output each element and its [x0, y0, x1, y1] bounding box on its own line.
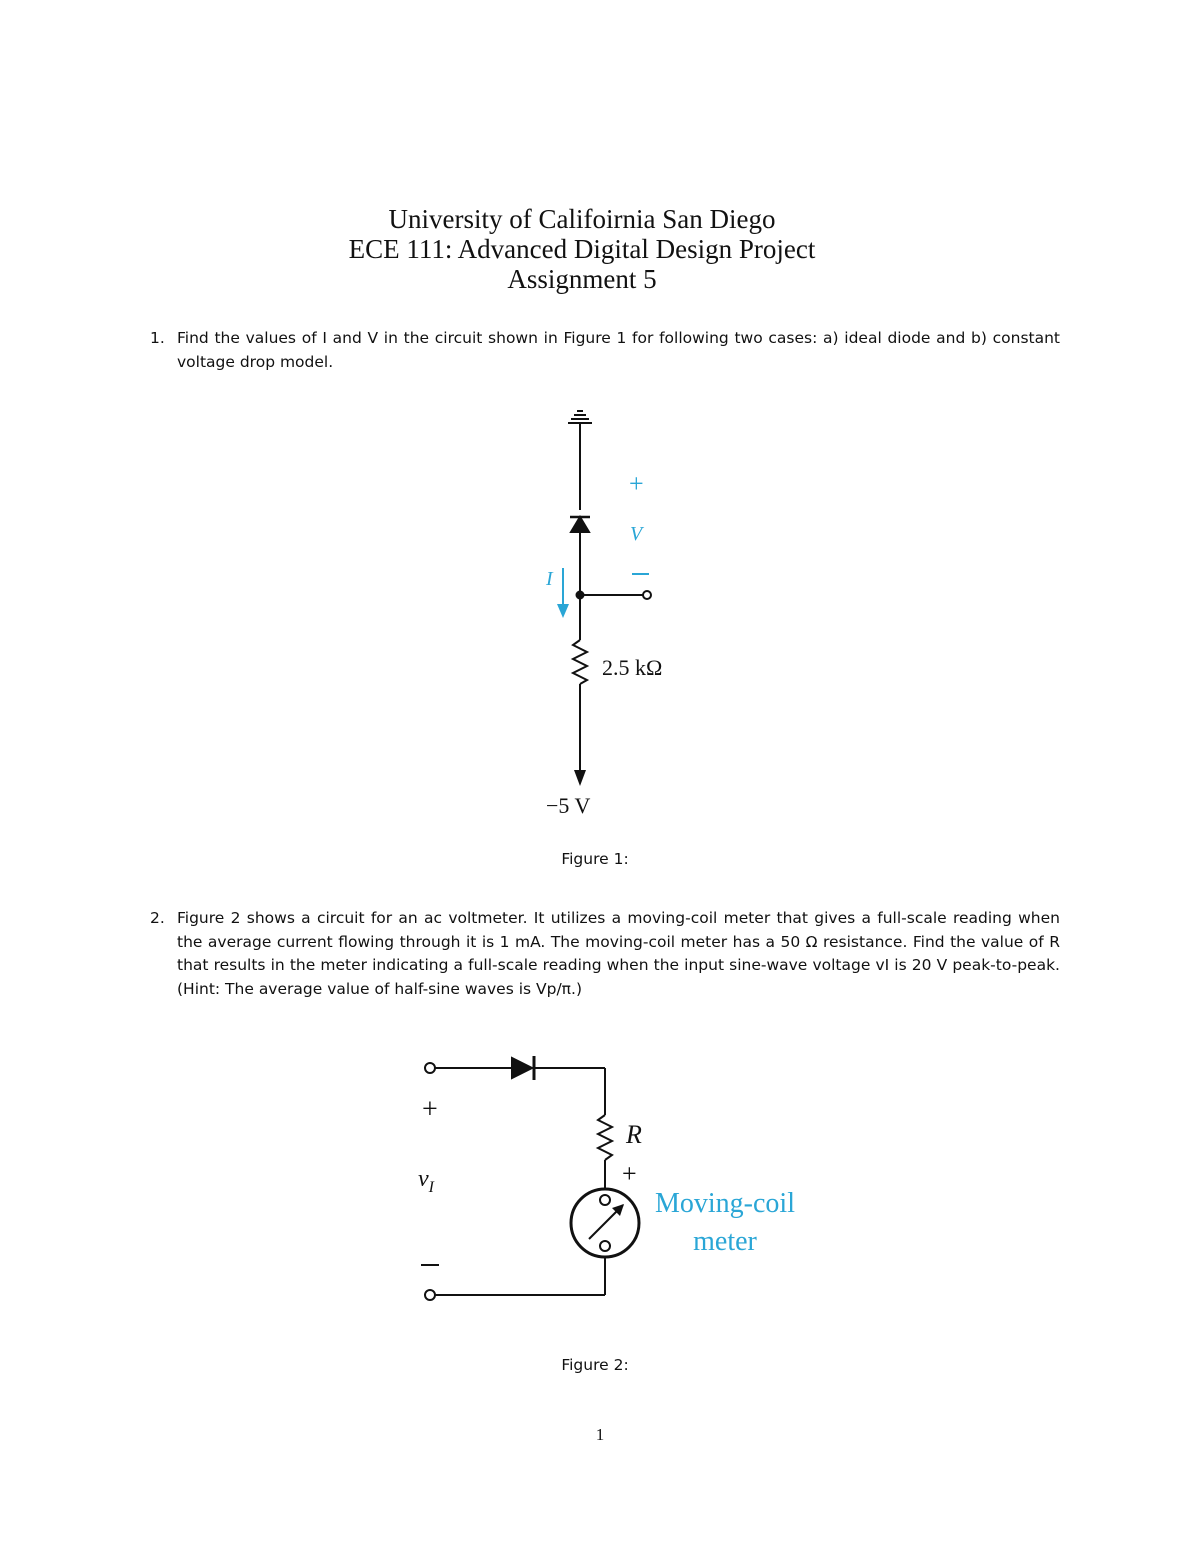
- input-voltage-label: [418, 1166, 435, 1196]
- question-1: [150, 327, 1060, 374]
- question-2-number: 2.: [150, 909, 165, 927]
- figure-2-circuit: [0, 1040, 1200, 1320]
- output-terminal-icon: [643, 591, 651, 599]
- supply-arrow-icon: [574, 770, 586, 786]
- input-voltage-subscript: I: [428, 1179, 434, 1196]
- input-terminal-top-icon: [425, 1063, 435, 1073]
- current-label: I: [546, 568, 553, 590]
- figure-1-circuit: [0, 400, 1200, 820]
- figure-1-caption: Figure 1:: [561, 850, 629, 868]
- resistor-icon: [598, 1115, 612, 1160]
- supply-voltage-label: −5 V: [546, 793, 591, 818]
- resistor-icon: [573, 640, 587, 684]
- course-title: ECE 111: Advanced Digital Design Project: [348, 234, 816, 264]
- voltage-plus-sign: +: [629, 469, 644, 498]
- meter-label-line-1: Moving-coil: [655, 1188, 795, 1219]
- meter-label-line-2: meter: [693, 1226, 757, 1257]
- current-arrow-icon: [557, 604, 569, 618]
- question-1-number: 1.: [150, 329, 165, 347]
- diode-icon: [512, 1058, 532, 1078]
- input-terminal-bottom-icon: [425, 1290, 435, 1300]
- input-plus-sign: +: [422, 1094, 438, 1125]
- input-voltage-symbol: v: [418, 1166, 429, 1192]
- diode-icon: [571, 517, 589, 532]
- question-2-text: Figure 2 shows a circuit for an ac voltmeter. It utilizes a moving-coil meter that gives a full-scale reading when the average current flowing through it is 1 mA. The moving-coil meter has a 50 Ω resistance. Find the value of R that results in the meter indicating a full-scale reading when the input sine-wave voltage vI is 20 V peak-to-peak. (Hint: The average value of half-sine waves is Vp/π.): [177, 909, 1060, 998]
- question-2: [150, 907, 1060, 1001]
- university-title: University of Califoirnia San Diego: [388, 204, 776, 234]
- figure-2-caption: Figure 2:: [561, 1356, 629, 1374]
- resistor-value-label: 2.5 kΩ: [602, 655, 663, 680]
- resistor-label: R: [626, 1120, 642, 1149]
- assignment-title: Assignment 5: [507, 264, 657, 294]
- page-number: 1: [595, 1425, 605, 1444]
- input-minus-sign: [421, 1264, 439, 1266]
- voltage-label: V: [630, 523, 643, 545]
- meter-plus-sign: +: [622, 1159, 637, 1188]
- voltage-minus-sign: [632, 573, 649, 575]
- document-header: [0, 204, 1164, 294]
- question-1-text: Find the values of I and V in the circuit shown in Figure 1 for following two cases: a) ideal diode and b) constant voltage drop model.: [177, 329, 1060, 371]
